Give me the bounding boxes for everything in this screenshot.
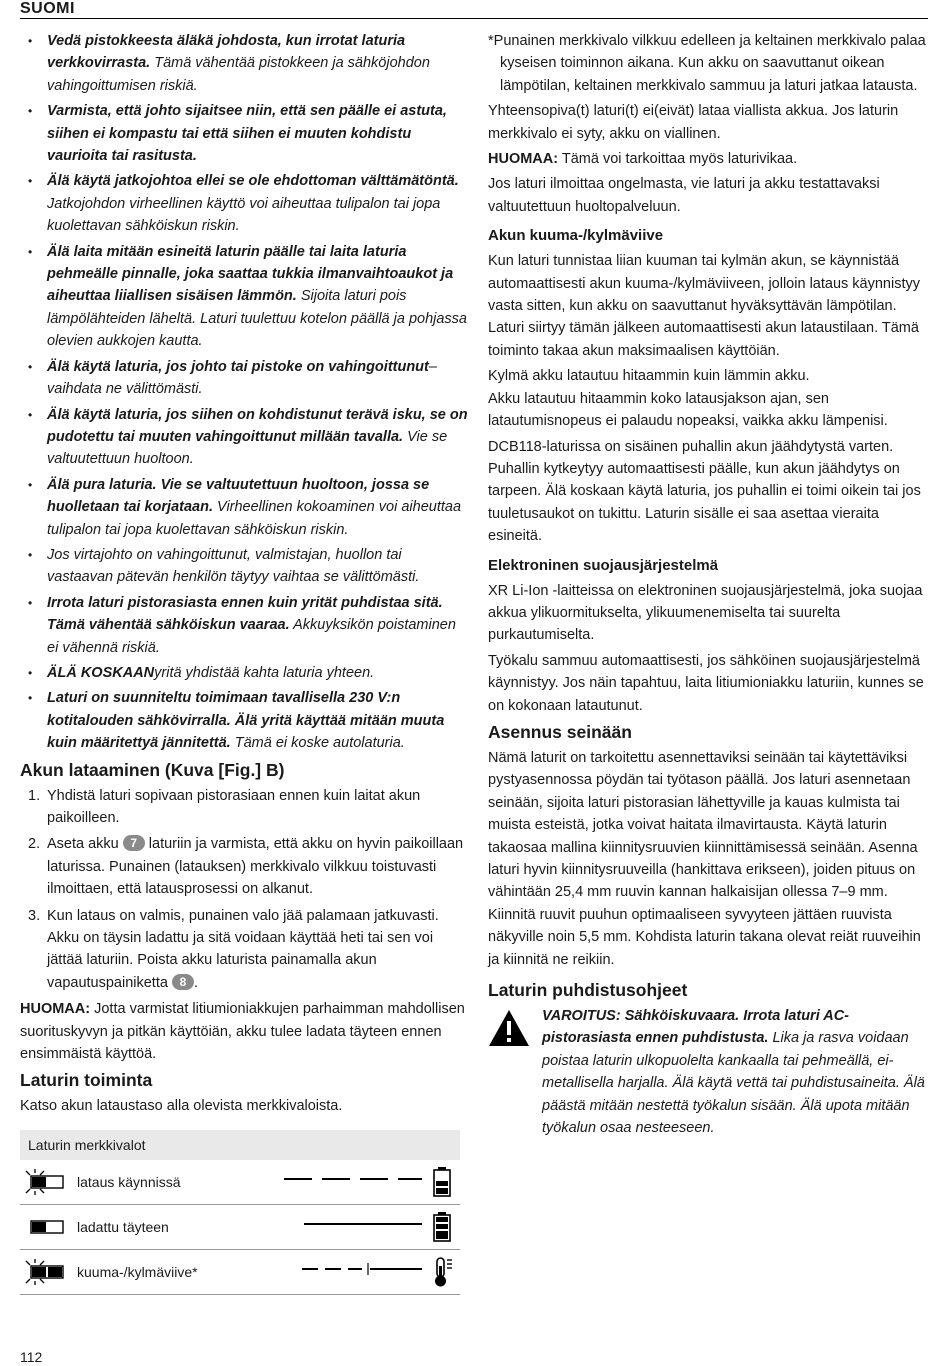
- part-number-badge: 8: [172, 974, 194, 990]
- language-label: SUOMI: [20, 0, 75, 17]
- indicator-label: kuuma-/kylmäviive*: [77, 1263, 198, 1280]
- list-item: • ÄLÄ KOSKAANyritä yhdistää kahta laturia yhteen.: [20, 662, 468, 684]
- solid-line-icon: [282, 1215, 422, 1237]
- operation-text: Katso akun lataustaso alla olevista merkkivaloista.: [20, 1098, 343, 1115]
- list-item: • Laturi on suunniteltu toimimaan tavallisella 230 V:n kotitalouden sähkövirralla. Älä yritä käyttää mitään muuta kuin määritettyä jännitettä. Tämä ei koske autolaturia.: [20, 687, 468, 754]
- thermometer-icon: [432, 1256, 454, 1295]
- note-paragraph: HUOMAA: Jotta varmistat litiumioniakkujen parhaimman mahdollisen suorituskyvyn ja pitkän käyttöiän, akku tulee ladata täyteen ennen ensimmäistä käyttöä.: [20, 1001, 465, 1063]
- list-item: • Älä käytä laturia, jos johto tai pistoke on vahingoittunut– vaihdata ne välittömästi.: [20, 356, 468, 401]
- protection-heading: Elektroninen suojausjärjestelmä: [488, 556, 719, 574]
- dual-light-icon: [24, 1258, 68, 1293]
- steady-light-icon: [24, 1213, 68, 1248]
- list-item: • Älä käytä jatkojohtoa ellei se ole ehdottoman välttämätöntä. Jatkojohdon virheellinen käyttö voi aiheuttaa tulipalon tai jopa kuolettavan sähköiskun riskin.: [20, 170, 468, 237]
- list-item: • Älä laita mitään esineitä laturin päälle tai laita laturia pehmeälle pinnalle, joka saattaa tukkia ilmanvaihtoaukot ja aiheuttaa liiallisen sisäisen lämmön. Sijoita laturi pois lämpölähteiden läheltä. Laturi tuulettuu kotelon päällä ja pohjassa olevien aukkojen kautta.: [20, 241, 468, 353]
- wall-mount-text: Nämä laturit on tarkoitettu asennettaviksi seinään tai käytettäviksi pystyasennossa pöydän tai työtason päällä. Jos laturi asennetaan seinään, sijoita laturi pistorasian lähettyville ja kauas kulmista tai muista esteistä, jotka voivat haitata ilmavirtausta. Käytä laturin takaosaa mallina kiinnitysruuvien kiinnittämisessä seinään. Asenna laturi hyvin kiinnitysruuveilla (hankittava erikseen), joiden pituus on vähintään 25,4 mm ruuvin kannan halkaisijan ollessa 7–9 mm. Kiinnitä ruuvit puuhun optimaaliseen syvyyteen jättäen ruuvista näkyville noin 5,5 mm. Kohdista laturin takana olevat reiät ruuveihin ja kiinnitä ne reikiin.: [488, 749, 921, 968]
- part-number-badge: 7: [123, 835, 145, 851]
- warning-block: VAROITUS: Sähköiskuvaara. Irrota laturi AC-pistorasiasta ennen puhdistusta. Lika ja rasva voidaan poistaa laturin ulkopuolelta kankaalla tai pehmeällä, ei-metallisella harjalla. Älä käytä vettä tai puhdistusaineita. Älä päästä mitään nestettä työkalun sisään. Älä upota mitään työkalun osaa nesteeseen.: [488, 1005, 930, 1139]
- list-item: 3. Kun lataus on valmis, punainen valo jää palamaan jatkuvasti. Akku on täysin ladattu ja sitä voidaan käyttää heti tai sen voi jättää laturiin. Poista akku laturista painamalla akun vapautuspainiketta 8 .: [28, 907, 439, 991]
- list-item: • Älä pura laturia. Vie se valtuutettuun huoltoon, jossa se huolletaan tai korjataan. Virheellinen kokoaminen voi aiheuttaa tulipalon tai jopa kuolettavan sähköiskun riskin.: [20, 474, 468, 541]
- protection-paragraph: Työkalu sammuu automaattisesti, jos sähköinen suojausjärjestelmä käynnistyy. Jos näin tapahtuu, laita litiumioniakku laturiin, kunnes se on kokonaan latautunut.: [488, 652, 924, 714]
- service-text: Jos laturi ilmoittaa ongelmasta, vie laturi ja akku testattavaksi valtuutettuun huoltopalveluun.: [488, 176, 880, 215]
- charging-steps: [20, 785, 468, 995]
- table-row: [20, 1205, 460, 1250]
- page-number: 112: [20, 1349, 43, 1365]
- list-item: 2. Aseta akku 7 laturiin ja varmista, että akku on hyvin paikoillaan laturissa. Punainen (latauksen) merkkivalo vilkkuu toistuvasti ilmoittaen, että latausprosessi on alkanut.: [28, 836, 464, 898]
- header-rule: [20, 18, 928, 19]
- battery-full-icon: [432, 1211, 452, 1250]
- indicator-table: [20, 1130, 460, 1295]
- delay-paragraph: Akku latautuu hitaammin koko latausjakson ajan, sen latautumisnopeus ei palaudu nopeaksi, vaikka akku lämpenisi.: [488, 390, 888, 430]
- list-item: • Vedä pistokkeesta äläkä johdosta, kun irrotat laturia verkkovirrasta. Tämä vähentää pistokkeen ja sähköjohdon vahingoittumisen riskiä.: [20, 30, 468, 97]
- indicator-table-header: Laturin merkkivalot: [20, 1130, 460, 1160]
- dashed-pattern-icon: [282, 1170, 422, 1192]
- list-item: • Varmista, että johto sijaitsee niin, että sen päälle ei astuta, siihen ei kompastu tai että siihen ei muuten kohdistu vaurioita tai rasitusta.: [20, 100, 468, 167]
- table-row: [20, 1160, 460, 1205]
- dash-solid-pattern-icon: [282, 1260, 422, 1282]
- delay-paragraph: DCB118-laturissa on sisäinen puhallin akun jäähdytystä varten. Puhallin kytkeytyy automaattisesti päälle, kun akun jäähdytys on tarpeen. Älä koskaan käytä laturia, jos puhallin ei toimi oikein tai jos tuuletusaukot on tukittu. Laturin sisälle ei saa asettaa vieraita esineitä.: [488, 438, 921, 545]
- wall-mount-heading: Asennus seinään: [488, 721, 632, 742]
- indicator-label: lataus käynnissä: [77, 1173, 181, 1190]
- list-item: • Älä käytä laturia, jos siihen on kohdistunut terävä isku, se on pudotettu tai muuten vahingoittunut millään tavalla. Vie se valtuutettuun huoltoon.: [20, 404, 468, 471]
- battery-charging-icon: [432, 1166, 452, 1205]
- list-item: • Irrota laturi pistorasiasta ennen kuin yrität puhdistaa sitä. Tämä vähentää sähköiskun vaaraa. Akkuyksikön poistaminen ei vähennä riskiä.: [20, 592, 468, 659]
- indicator-label: ladattu täyteen: [77, 1218, 169, 1235]
- list-item: 1. Yhdistä laturi sopivaan pistorasiaan ennen kuin laitat akun paikoilleen.: [28, 787, 421, 826]
- note-paragraph: HUOMAA: Tämä voi tarkoittaa myös laturivikaa.: [488, 151, 798, 168]
- indicator-footnote: *Punainen merkkivalo vilkkuu edelleen ja keltainen merkkivalo palaa kyseisen toiminnon aikana. Kun akku on saavuttanut oikean lämpötilan, keltainen merkkivalo sammuu ja laturi jatkaa latausta.: [488, 33, 926, 94]
- compat-text: Yhteensopiva(t) laturi(t) ei(eivät) lataa viallista akkua. Jos laturin merkkivalo ei syty, akku on viallinen.: [488, 103, 899, 142]
- safety-bullet-list: [20, 30, 468, 755]
- operation-heading: Laturin toiminta: [20, 1070, 153, 1091]
- table-row: [20, 1250, 460, 1295]
- blinking-light-icon: [24, 1168, 68, 1203]
- delay-heading: Akun kuuma-/kylmäviive: [488, 227, 664, 245]
- right-column: [488, 30, 930, 1139]
- left-column: [20, 30, 468, 1295]
- cleaning-heading: Laturin puhdistusohjeet: [488, 980, 688, 1001]
- delay-paragraph: Kun laturi tunnistaa liian kuuman tai kylmän akun, se käynnistää automaattisesti akun kuuma-/kylmäviiveen, jolloin lataus käynnistyy vasta sitten, kun akku on saavuttanut hyväksyttävän lämpötilan. Laturi siirtyy tämän jälkeen automaattisesti akun lataustilaan. Tämä toiminto takaa akun maksimaalisen käyttöiän.: [488, 253, 920, 359]
- charging-heading: Akun lataaminen (Kuva [Fig.] B): [20, 759, 285, 780]
- warning-icon: [488, 1009, 530, 1054]
- protection-paragraph: XR Li-Ion -laitteissa on elektroninen suojausjärjestelmä, joka suojaa akkua ylikuormitukselta, ylikuumenemiselta tai suurelta purkautumiselta.: [488, 582, 923, 644]
- list-item: • Jos virtajohto on vahingoittunut, valmistajan, huollon tai vastaavan pätevän henkilön täytyy vaihtaa se välittömästi.: [20, 544, 468, 589]
- delay-paragraph: Kylmä akku latautuu hitaammin kuin lämmin akku.: [488, 368, 810, 385]
